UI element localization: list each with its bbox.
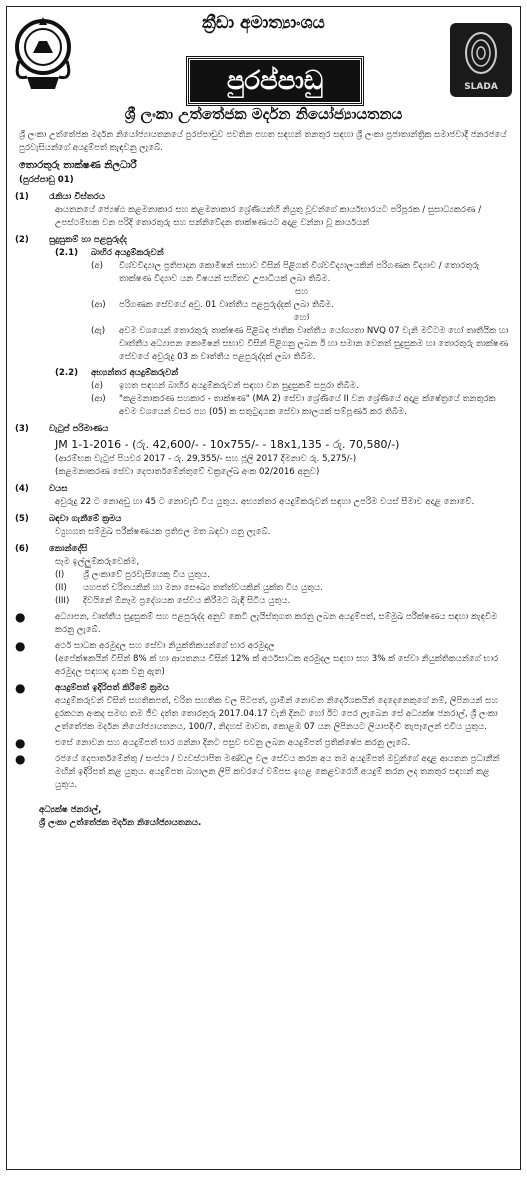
- list-item: [55, 582, 512, 595]
- list-item: [91, 260, 512, 286]
- item-text: පරිගණක සේවයේ අවු. 01 වෘත්තීය පළපුරුද්දක් ලබා තිබීම.: [119, 300, 334, 310]
- list-item: [91, 393, 512, 419]
- section-title: රැකියා විස්තරය: [49, 192, 106, 202]
- agency-name: ශ්‍රී ලංකා උත්තේජක මර්දන නියෝජ්‍යායතනය: [124, 105, 403, 123]
- bullet-text: අධ්‍යාපන, වෘත්තීය සුදුසුකම් සහ පළපුරුද්ද අනුව කෙටි ලැයිස්තුගත කරනු ලබන අයදුම්පත්, සම්මුඛ පරීක්ෂණය සඳහා කැඳවීම කරනු ලැබේ.: [55, 612, 498, 635]
- subsection-external: [15, 247, 512, 260]
- section-conditions: [15, 543, 512, 556]
- section-recruitment: [15, 513, 512, 526]
- bullet-icon: ●: [15, 681, 26, 695]
- bullet-text: එසේ නොවන සහ අයදුම්පත් භාර ගන්නා දිනට පසුව එවනු ලබන අයදුම්පත් ප්‍රතික්ෂේප කරනු ලැබේ.: [55, 738, 411, 748]
- slada-logo-text: SLADA: [464, 82, 498, 92]
- or-word: හෝ: [293, 313, 310, 323]
- bullet-icon: ●: [15, 736, 26, 750]
- section-title: වැටුප් පරිමාණය: [49, 424, 109, 434]
- bullet-icon: ●: [15, 610, 26, 624]
- list-item: [55, 569, 512, 582]
- section-text: ව්‍යුහගත සම්මුඛ පරීක්ෂණයක ප්‍රතිඵල මත බඳවා ගනු ලැබේ.: [55, 527, 271, 537]
- bullet-icon: ●: [15, 752, 26, 766]
- section-title: කොන්දේසි: [49, 544, 88, 554]
- subsection-internal: [15, 367, 512, 380]
- intro-paragraph: ශ්‍රී ලංකා උත්තේජක මර්දන නියෝජ්‍යායතනයේ පුරප්පාඩුව පවතින පහත සඳහන් තනතුර සඳහා ශ්‍රී ලංකා ප්‍රජාතාන්ත්‍රික සමාජවාදී ජනරජයේ පුරවැසියන්ගේ අයදුම්පත් කැඳවනු ලැබේ.: [19, 130, 507, 153]
- item-text: "කළමනාකරණ සහකාර - තාක්ෂණ" (MA 2) සේවා ශ්‍රේණියේ II වන ශ්‍රේණියේ අදාළ ක්ෂේත්‍රයේ තනතුරක අවම වශයෙන් වසර පහ (05) ක සතුටුදායක සේවා කාලයක් සම්පූර්ණ කර තිබීම.: [119, 394, 496, 417]
- signature-agency: ශ්‍රී ලංකා උත්තේජක මර්දන නියෝජ්‍යායතනය.: [39, 818, 202, 828]
- salary-circular: (කළමනාකරණ සේවා දෙපාර්තමේන්තුවේ චක්‍රලේඛ අංක 02/2016 අනුව): [55, 467, 320, 477]
- item-marker: (අ): [91, 261, 103, 271]
- subsection-title: අභ්‍යන්තර අයදුම්කරුවන්: [91, 368, 179, 378]
- bullet-text: අයදුම්කරුවන් විසින් සහතිකපත්, චරිත සහතික වල පිටපත්, ග්‍රාමීන් නොවන නිර්දේශකයින් දෙදෙනෙකුගේ නම්, ලිපිනයන් සහ දුරකථන අංකද සමඟ තම ජීව දත්ත තොරතුරු 2017.04.17 වැනි දිනට හෝ ඊට පෙර ලැබෙන සේ අධ්‍යක්ෂ ජනරාල්, ශ්‍රී ලංකා උත්තේජක මර්දන නියෝජ්‍යායතනය, 100/7, නිදහස් මාවත, කොළඹ 07 යන ලිපිනයට ලියාපදිංචි තැපෑලෙන් එවිය යුතුය.: [55, 696, 499, 732]
- header: [7, 7, 520, 127]
- conditions-lead: සෑම ඉල්ලුම්කරුවෙක්ම,: [55, 557, 140, 567]
- post-title: තොරතුරු තාක්ෂණ නිලධාරී: [19, 160, 137, 171]
- section-text: ආයතනයේ ජ්‍යෙෂ්ඨ කළමනාකාර සහ කළමනාකාර ශ්‍රේණියන්හි නියුතු වූවන්ගේ කාර්යභාරයට පරිපූරක / සුසාධ්‍යකරණ / උපස්ථම්භක වන පරිදි තොරතුරු සහ සන්නිවේදන තාක්ෂණයට අදාළ වන්නා වූ කාර්යයන්: [55, 205, 482, 228]
- advertisement: [6, 6, 521, 1170]
- section-age: [15, 483, 512, 496]
- section-number: (2): [15, 235, 29, 245]
- item-text: විශ්වවිද්‍යාල ප්‍රතිපාදන කොමිෂන් සභාව විසින් පිළිගත් විශ්වවිද්‍යාලයකින් පරිගණක විද්‍යාව / තොරතුරු තාක්ෂණ විද්‍යාව යන විෂයන් සහිතව උපාධියක් ලබා තිබීම.: [119, 261, 480, 284]
- list-item: [91, 325, 512, 364]
- notice-body: [7, 129, 520, 830]
- section-job-description: [15, 191, 512, 204]
- and-word: සහ: [295, 287, 308, 297]
- item-text: යහපත් චරිතයකින් හා මනා සෞඛ්‍ය තත්ත්වයකින් යුක්ත විය යුතුය.: [83, 583, 323, 593]
- item-text: අවම වශයෙන් තොරතුරු තාක්ෂණ පිළිබඳ ජාතික වෘත්තීය යෝග්‍යතා NVQ 07 වැනි මට්ටම හෝ තෘතීයික හා වෘත්තීය අධ්‍යාපන කොමිෂන් සභාව විසින් පිළිගනු ලබන ඊ හා සමාන වෙනත් සුදුසුකම හා තොරතුරු තාක්ෂණ සේවයේ අවුරුදු 03 ක වෘත්තීය පළපුරුද්දක් ලබා තිබීම.: [119, 326, 509, 362]
- section-title: සුදුසුකම් හා පළපුරුද්ද: [49, 235, 127, 245]
- item-marker: (අ): [91, 381, 103, 391]
- section-text: අවුරුදු 22 ට නොඅඩු හා 45 ට නොවැඩි විය යුතුය. අභ්‍යන්තර අයදුම්කරුවන් සඳහා උපරිම වයස් සීමාව අදාළ නොවේ.: [55, 497, 475, 507]
- slada-logo-icon: [450, 23, 512, 97]
- list-item: [55, 595, 512, 608]
- section-number: (4): [15, 484, 29, 494]
- bullet-title: අයදුම්පත් ඉදිරිපත් කිරීමේ ක්‍රමය: [55, 683, 169, 693]
- item-text: ශ්‍රී ලංකාවේ පුරවැසියෙකු විය යුතුය.: [83, 570, 210, 580]
- section-title: වයස: [49, 484, 68, 494]
- signature-title: අධ්‍යක්ෂ ජනරාල්,: [39, 805, 102, 815]
- section-number: (6): [15, 544, 29, 554]
- bullet-text: අර්ථ සාධක අරමුදල සහ සේවා නියුක්තිකයන්ගේ භාර අරමුදල: [55, 641, 275, 651]
- item-marker: (ආ): [91, 394, 106, 404]
- item-marker: (I): [55, 570, 65, 580]
- bullet-item: [15, 737, 512, 750]
- ministry-name: ක්‍රීඩා අමාත්‍යාංශය: [202, 13, 325, 33]
- salary-note: (ආරම්භක වැටුප් පියවර 2017 - රු. 29,355/- සහ ජූලි 2017 දීමනාව රු. 5,275/-): [55, 454, 357, 464]
- section-number: (5): [15, 514, 29, 524]
- item-marker: (II): [55, 583, 67, 593]
- list-item: [91, 380, 512, 393]
- subsection-number: (2.2): [55, 368, 79, 378]
- salary-scale: JM 1-1-2016 - (රු. 42,600/- - 10x755/- - 18x1,135 - රු. 70,580/-): [55, 438, 400, 451]
- subsection-number: (2.1): [55, 248, 79, 258]
- list-item: [91, 299, 512, 312]
- section-salary: [15, 423, 512, 436]
- section-title: බඳවා ගැනීමේ ක්‍රමය: [49, 514, 122, 524]
- bullet-icon: ●: [15, 639, 26, 653]
- item-marker: (III): [55, 596, 70, 606]
- vacancy-count: (පුරප්පාඩු 01): [19, 175, 74, 185]
- section-number: (1): [15, 192, 29, 202]
- bullet-note: (අපේක්ෂකයින් විසින් 8% ක් හා ආයතනය විසින් 12% ක් අර්ථසාධක අරමුදල සඳහා සහ 3% ක් සේවා නියුක්තිකයන්ගේ භාර අරමුදල සඳහාද දායක වනු ඇත): [55, 654, 499, 677]
- bullet-item: [15, 611, 512, 637]
- item-text: ඉහත සඳහන් බාහිර අයදුම්කරුවන් සඳහා වන සුදුසුකම් සපුරා තිබීම.: [119, 381, 359, 391]
- item-marker: (ඇ): [91, 326, 106, 336]
- section-qualifications: [15, 234, 512, 247]
- item-text: දිවයිනේ ඕනෑම ප්‍රදේශයක සේවය කිරීමට බැඳී සිටිය යුතුය.: [83, 596, 291, 606]
- bullet-item: [15, 682, 512, 695]
- section-number: (3): [15, 424, 29, 434]
- subsection-title: බාහිර අයදුම්කරුවන්: [91, 248, 164, 258]
- bullet-text: රජයේ දෙපාර්තමේන්තු / සංස්ථා / ව්‍යවස්ථාපිත මණ්ඩල වල සේවය කරන අය තම අයදුම්පත් ඔවුන්ගේ අදාළ ආයතන ප්‍රධානීන් මඟින් ඉදිරිපත් කළ යුතුය. අයදුම්පත බහාලන ලිපි කවරයේ වම්පස ඉහළ කෙළවරෙහි අයදුම් කරන ලද තනතුර සඳහන් කළ යුතුය.: [55, 754, 500, 790]
- bullet-item: [15, 753, 512, 792]
- signature-block: [15, 804, 512, 830]
- bullet-item: [15, 640, 512, 653]
- item-marker: (ආ): [91, 300, 106, 310]
- vacancies-banner: පුරප්පාඩු: [187, 57, 363, 105]
